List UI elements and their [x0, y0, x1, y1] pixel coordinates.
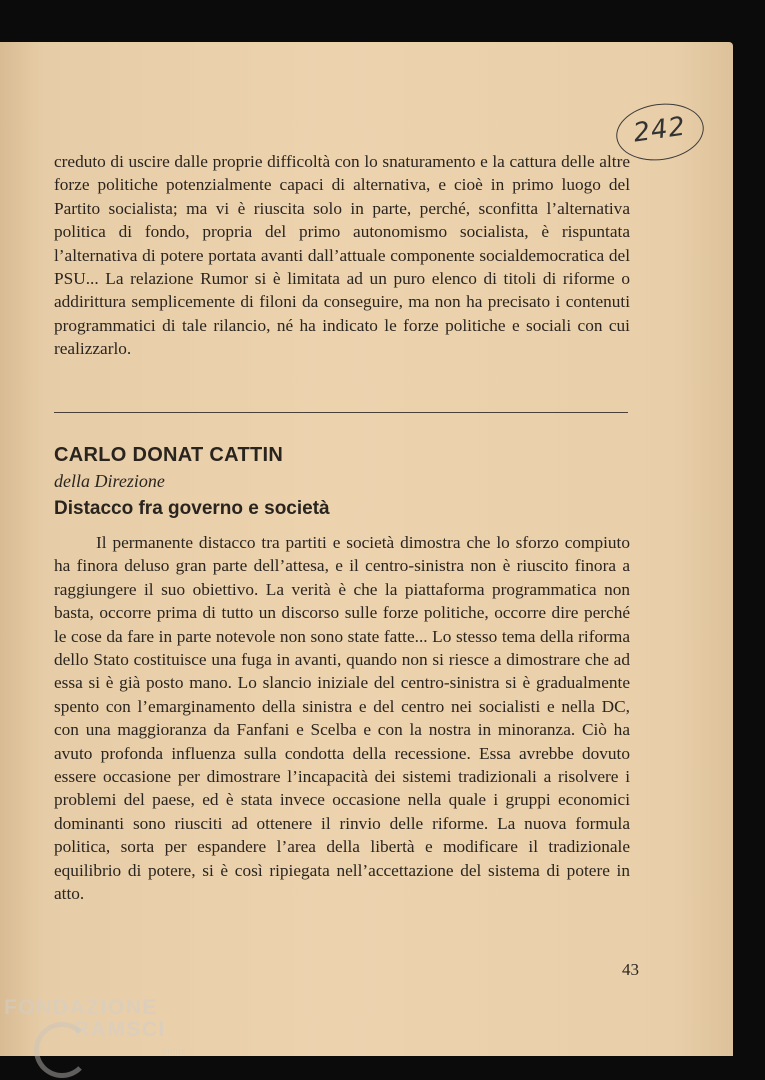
section-divider: [54, 412, 628, 413]
author-role: della Direzione: [54, 471, 165, 491]
author-name: CARLO DONAT CATTIN: [54, 444, 284, 466]
watermark-g-icon: [34, 1022, 90, 1078]
document-page: [0, 42, 733, 1056]
section-title: Distacco fra governo e società: [54, 498, 330, 519]
page-number: 43: [622, 960, 639, 979]
continuation-paragraph: [54, 150, 630, 361]
article-paragraph: [54, 531, 630, 906]
article-text: Il permanente distacco tra partiti e società dimostra che lo sforzo compiuto ha finora deluso gran parte dell’attesa, e il centro-sinistra non è riuscito finora a raggiungere il suo obiettivo. La verità è che la piattaforma programmatica non basta, occorre prima di tutto un discorso sulle forze politiche, occorre dire perché le cose da fare in parte notevole non sono state fatte... Lo stesso tema della riforma dello Stato costituisce una fuga in avanti, quando non si riesce a dimostrare che ad essa si è già posto mano. Lo slancio iniziale del centro-sinistra si è gradualmente spento con l’emarginamento della sinistra e del centro nei socialisti e nella DC, con una maggioranza da Fanfani e Scelba e con la nostra in minoranza. Ciò ha avuto profonda influenza sulla condotta della recessione. Essa avrebbe dovuto essere occasione per dimostrare l’incapacità dei sistemi tradizionali a risolvere i problemi del paese, ed è stata invece occasione nella quale i gruppi economici dominanti sono riusciti ad ottenere il rinvio delle riforme. La nuova formula politica, sorta per espandere l’area della libertà e modificare il tradizionale equilibrio di potere, si è così ripiegata nell’accettazione del sistema di potere in atto.: [54, 533, 630, 904]
watermark-logo: [4, 996, 187, 1056]
handwritten-page-number: 242: [613, 98, 708, 166]
watermark-line1: FONDAZIONE: [4, 996, 158, 1019]
watermark-line2: RAMSCI: [74, 1018, 166, 1041]
continuation-text: creduto di uscire dalle proprie difficoltà con lo snaturamento e la cattura delle altre forze politiche potenzialmente capaci di alternativa, e cioè in primo luogo del Partito socialista; ma vi è riuscita solo in parte, perché, sconfitta l’alternativa politica di fondo, propria del primo autonomismo socialista, è rispuntata l’alternativa di potere portata avanti dall’attuale componente socialdemocratica del PSU... La relazione Rumor si è limitata ad un puro elenco di titoli di riforme o addirittura semplicemente di filoni da conseguire, ma non ha precisato i contenuti programmatici di tale rilancio, né ha indicato le forze politiche e sociali con cui realizzarlo.: [54, 152, 630, 359]
watermark-sub: onlus: [162, 1046, 187, 1056]
